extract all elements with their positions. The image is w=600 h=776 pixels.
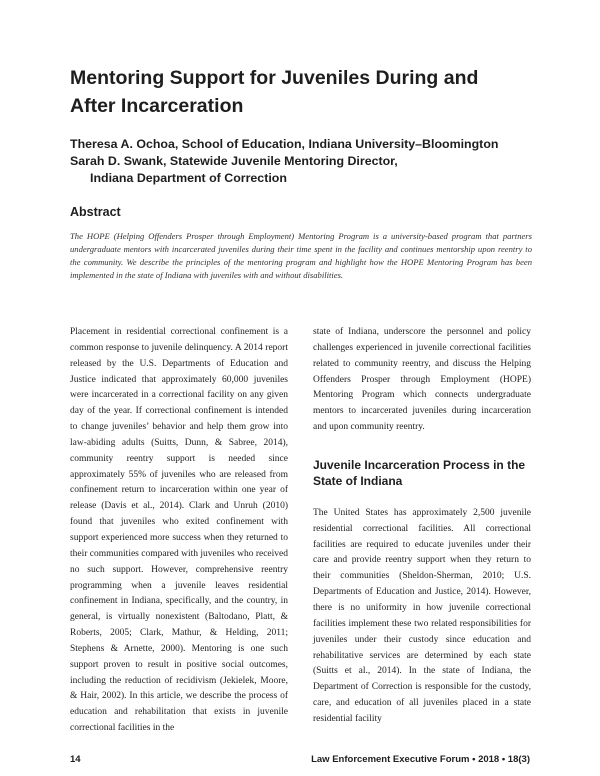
author-line-1: Theresa A. Ochoa, School of Education, Indiana University–Bloomington [70, 137, 499, 151]
body-column-left [70, 325, 288, 737]
body-paragraph: The United States has approximately 2,500 juvenile residential correctional facilities. All correctional facilities are required to educate juveniles under their care and provide reentry support when they return to their communities (Sheldon-Sherman, 2010; U.S. Departments of Education and Justice, 2014). However, there is no uniformity in how juvenile correctional facilities implement these two related responsibilities for juveniles under their custody since education and rehabilitative services are determined by each state (Suitts et al., 2014). In the state of Indiana, the Department of Correction is responsible for the custody, care, and education of all juveniles placed in a state residential facility [313, 507, 531, 724]
page-footer [70, 754, 530, 768]
abstract-text: The HOPE (Helping Offenders Prosper through Employment) Mentoring Program is a university-based program that partners undergraduate mentors with incarcerated juveniles during their time spent in the facility and continues mentorship upon reentry to the community. We describe the principles of the mentoring program and highlight how the HOPE Mentoring Program has been implemented in the state of Indiana with juveniles with and without disabilities. [70, 231, 532, 280]
author-block [70, 136, 550, 187]
author-line-3: Indiana Department of Correction [90, 171, 287, 185]
abstract-heading: Abstract [70, 205, 121, 219]
article-title-line-2: After Incarceration [70, 95, 244, 117]
section-heading: Juvenile Incarceration Process in the State of Indiana [313, 457, 526, 488]
page-number: 14 [70, 754, 81, 765]
body-paragraph: Placement in residential correctional confinement is a common response to juvenile delinquency. A 2014 report released by the U.S. Departments of Education and Justice indicated that approximately 60,000 juveniles were incarcerated in a correctional facility on any given day of the year. If correctional confinement is intended to change juveniles’ behavior and help them grow into law-abiding adults (Suitts, Dunn, & Sabree, 2014), community reentry support is needed since approximately 55% of juveniles who are released from confinement return to incarceration within one year of release (Davis et al., 2014). Clark and Unruh (2010) found that juveniles who exited confinement with support experienced more success when they returned to their communities compared with juveniles who received no such support. However, comprehensive reentry programming when a juvenile leaves residential confinement in Indiana, specifically, and the country, in general, is virtually nonexistent (Baltodano, Platt, & Roberts, 2005; Clark, Mathur, & Helding, 2011; Stephens & Arnette, 2000). Mentoring is one such support proven to result in positive social outcomes, including the reduction of recidivism (Jekielek, Moore, & Hair, 2002). In this article, we describe the process of education and rehabilitation that exists in juvenile correctional facilities in the [70, 327, 288, 734]
article-title [70, 64, 540, 120]
article-title-line-1: Mentoring Support for Juveniles During and [70, 67, 479, 89]
body-column-right [313, 325, 531, 728]
body-paragraph: state of Indiana, underscore the personnel and policy challenges experienced in juvenile correctional facilities related to community reentry, and discuss the Helping Offenders Prosper through Employment (HOPE) Mentoring Program which connects undergraduate mentors to incarcerated juveniles during incarceration and upon community reentry. [313, 327, 531, 433]
author-line-2: Sarah D. Swank, Statewide Juvenile Mentoring Director, [70, 154, 398, 168]
journal-citation: Law Enforcement Executive Forum • 2018 • 18(3) [311, 754, 530, 765]
